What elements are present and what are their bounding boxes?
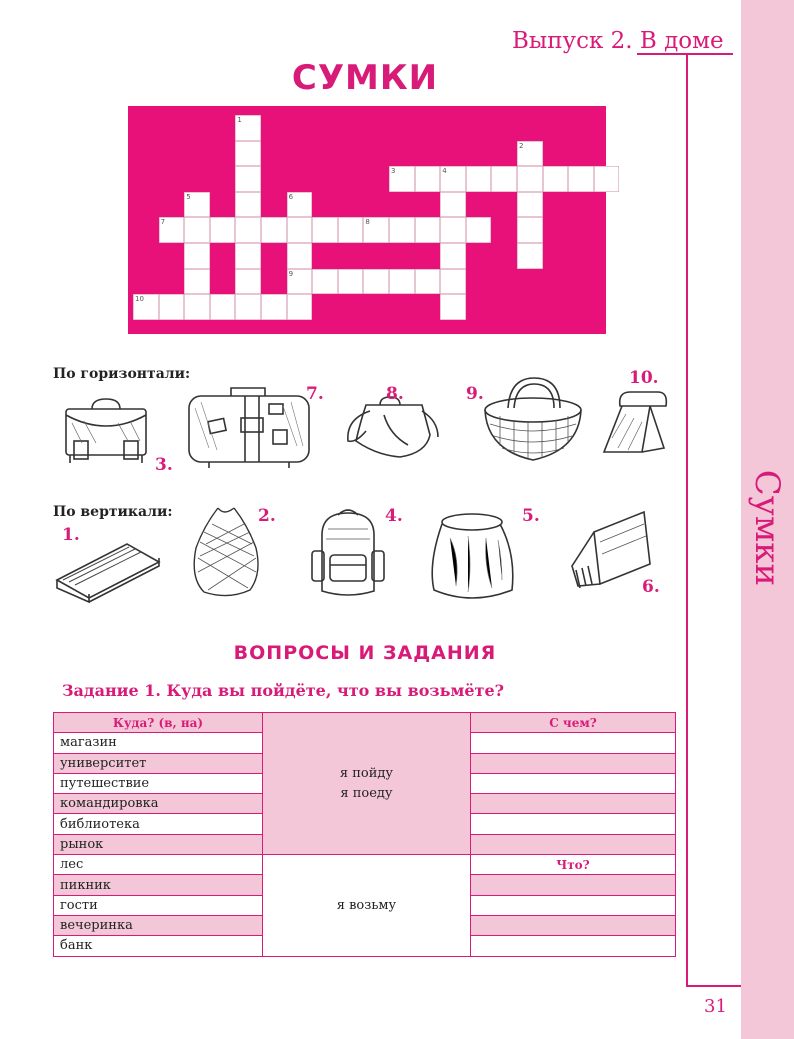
crossword-cell[interactable] xyxy=(261,217,287,243)
crossword-cell[interactable] xyxy=(517,217,543,243)
basket-icon xyxy=(480,374,586,468)
crossword-clue-number: 1 xyxy=(237,116,242,124)
crossword-cell[interactable] xyxy=(440,217,466,243)
header-with-what: С чем? xyxy=(471,713,676,733)
paper-bag-icon xyxy=(600,388,672,460)
page-title: СУМКИ xyxy=(291,58,439,98)
clue-number-across: 9. xyxy=(466,384,484,404)
crossword-cell[interactable] xyxy=(338,269,364,295)
crossword-cell[interactable] xyxy=(415,166,441,192)
crossword-cell[interactable] xyxy=(184,294,210,320)
crossword-cell[interactable] xyxy=(440,192,466,218)
crossword-cell[interactable] xyxy=(389,166,415,192)
place-cell: командировка xyxy=(54,794,263,814)
crossword-cell[interactable] xyxy=(338,217,364,243)
place-cell: университет xyxy=(54,753,263,773)
crossword-clue-number: 3 xyxy=(391,167,396,176)
crossword-cell[interactable] xyxy=(235,217,261,243)
crossword-cell[interactable] xyxy=(415,269,441,295)
crossword-cell[interactable] xyxy=(568,166,594,192)
task1-table xyxy=(53,712,675,957)
crossword-clue-number: 9 xyxy=(288,269,294,278)
crossword-cell[interactable] xyxy=(235,294,261,320)
answer-cell[interactable] xyxy=(471,794,676,814)
header-what: Что? xyxy=(471,855,676,875)
crossword-cell[interactable] xyxy=(159,294,185,320)
crossword-cell[interactable] xyxy=(389,269,415,295)
crossword-cell[interactable] xyxy=(210,217,236,243)
crossword-cell[interactable] xyxy=(440,243,466,269)
crossword-cell[interactable] xyxy=(312,269,338,295)
crossword-cell[interactable] xyxy=(287,217,313,243)
crossword-cell[interactable] xyxy=(287,192,313,218)
place-cell: банк xyxy=(54,936,263,956)
crossword-cell[interactable] xyxy=(261,294,287,320)
answer-cell[interactable] xyxy=(471,936,676,956)
crossword-cell[interactable] xyxy=(466,217,492,243)
crossword-cell[interactable] xyxy=(184,243,210,269)
clue-number-down: 4. xyxy=(385,506,403,526)
verb-take-cell: я возьму xyxy=(263,855,471,956)
crossword-cell[interactable] xyxy=(312,217,338,243)
place-cell: рынок xyxy=(54,834,263,854)
string-bag-icon xyxy=(188,502,268,600)
crossword-clue-number: 8 xyxy=(365,218,370,227)
crossword-cell[interactable] xyxy=(440,166,466,192)
crossword-cell[interactable] xyxy=(159,217,185,243)
answer-cell[interactable] xyxy=(471,834,676,854)
crossword-cell[interactable] xyxy=(287,269,313,295)
place-cell: вечеринка xyxy=(54,915,263,935)
crossword-cell[interactable] xyxy=(287,243,313,269)
crossword-clue-number: 7 xyxy=(160,218,166,227)
answer-cell[interactable] xyxy=(471,773,676,793)
crossword-grid xyxy=(128,106,606,334)
crossword-cell[interactable] xyxy=(517,243,543,269)
clue-number-down: 6. xyxy=(642,577,660,597)
table-row xyxy=(54,855,676,875)
clue-number-down: 5. xyxy=(522,506,540,526)
place-cell: лес xyxy=(54,855,263,875)
place-cell: пикник xyxy=(54,875,263,895)
crossword-cell[interactable] xyxy=(363,269,389,295)
verb-go-by-transport: я поеду xyxy=(340,785,393,801)
crossword-cell[interactable] xyxy=(415,217,441,243)
crossword-cell[interactable] xyxy=(594,166,620,192)
crossword-cell[interactable] xyxy=(184,217,210,243)
crossword-cell[interactable] xyxy=(543,166,569,192)
crossword-cell[interactable] xyxy=(210,294,236,320)
answer-cell[interactable] xyxy=(471,915,676,935)
attache-case-icon xyxy=(53,540,163,604)
crossword-cell[interactable] xyxy=(517,166,543,192)
answer-cell[interactable] xyxy=(471,814,676,834)
briefcase-icon xyxy=(58,395,154,471)
folder-icon xyxy=(564,502,654,594)
crossword-cell[interactable] xyxy=(363,217,389,243)
clue-number-across: 10. xyxy=(629,368,659,388)
side-title: Сумки xyxy=(747,469,788,587)
crossword-cell[interactable] xyxy=(466,166,492,192)
crossword-clue-number: 6 xyxy=(288,192,294,201)
crossword-cell[interactable] xyxy=(133,294,159,320)
clue-number-down: 1. xyxy=(62,525,80,545)
crossword-cell[interactable] xyxy=(235,141,261,167)
place-cell: путешествие xyxy=(54,773,263,793)
clue-number-across: 7. xyxy=(306,384,324,404)
answer-cell[interactable] xyxy=(471,895,676,915)
crossword-cell[interactable] xyxy=(440,294,466,320)
crossword-cell[interactable] xyxy=(235,243,261,269)
crossword-cell[interactable] xyxy=(235,192,261,218)
crossword-cell[interactable] xyxy=(235,166,261,192)
crossword-cell[interactable] xyxy=(287,294,313,320)
answer-cell[interactable] xyxy=(471,753,676,773)
crossword-cell[interactable] xyxy=(235,115,261,141)
page-number: 31 xyxy=(704,996,727,1017)
crossword-clue-number: 4 xyxy=(442,167,447,176)
verb-go-on-foot: я пойду xyxy=(339,765,394,781)
crossword-cell[interactable] xyxy=(184,269,210,295)
suitcase-icon xyxy=(185,382,313,472)
place-cell: магазин xyxy=(54,733,263,753)
down-label: По вертикали: xyxy=(53,504,173,520)
answer-cell[interactable] xyxy=(471,733,676,753)
issue-header: Выпуск 2. В доме xyxy=(512,28,724,54)
crossword-cell[interactable] xyxy=(235,269,261,295)
crossword-clue-number: 10 xyxy=(135,295,144,304)
frame-line-bottom xyxy=(686,985,741,987)
table-header-row xyxy=(54,713,676,733)
crossword-cell[interactable] xyxy=(184,192,210,218)
crossword-cell[interactable] xyxy=(491,166,517,192)
backpack-icon xyxy=(308,505,388,601)
place-cell: библиотека xyxy=(54,814,263,834)
handbag-icon xyxy=(340,395,446,461)
crossword-clue-number: 5 xyxy=(186,192,191,201)
crossword-clue-number: 2 xyxy=(519,141,524,150)
crossword-cell[interactable] xyxy=(389,217,415,243)
place-cell: гости xyxy=(54,895,263,915)
verbs-top-cell xyxy=(263,713,471,855)
clue-number-down: 2. xyxy=(258,506,276,526)
across-label: По горизонтали: xyxy=(53,366,191,382)
clue-number-across: 3. xyxy=(155,455,173,475)
sack-icon xyxy=(428,508,518,600)
frame-line-vertical xyxy=(686,53,688,987)
questions-title: ВОПРОСЫ И ЗАДАНИЯ xyxy=(233,642,497,664)
crossword-cell[interactable] xyxy=(517,141,543,167)
header-where: Куда? (в, на) xyxy=(54,713,263,733)
crossword-cell[interactable] xyxy=(517,192,543,218)
clue-number-across: 8. xyxy=(386,384,404,404)
crossword-cell[interactable] xyxy=(440,269,466,295)
task1-title: Задание 1. Куда вы пойдёте, что вы возьмёте? xyxy=(62,681,504,700)
answer-cell[interactable] xyxy=(471,875,676,895)
